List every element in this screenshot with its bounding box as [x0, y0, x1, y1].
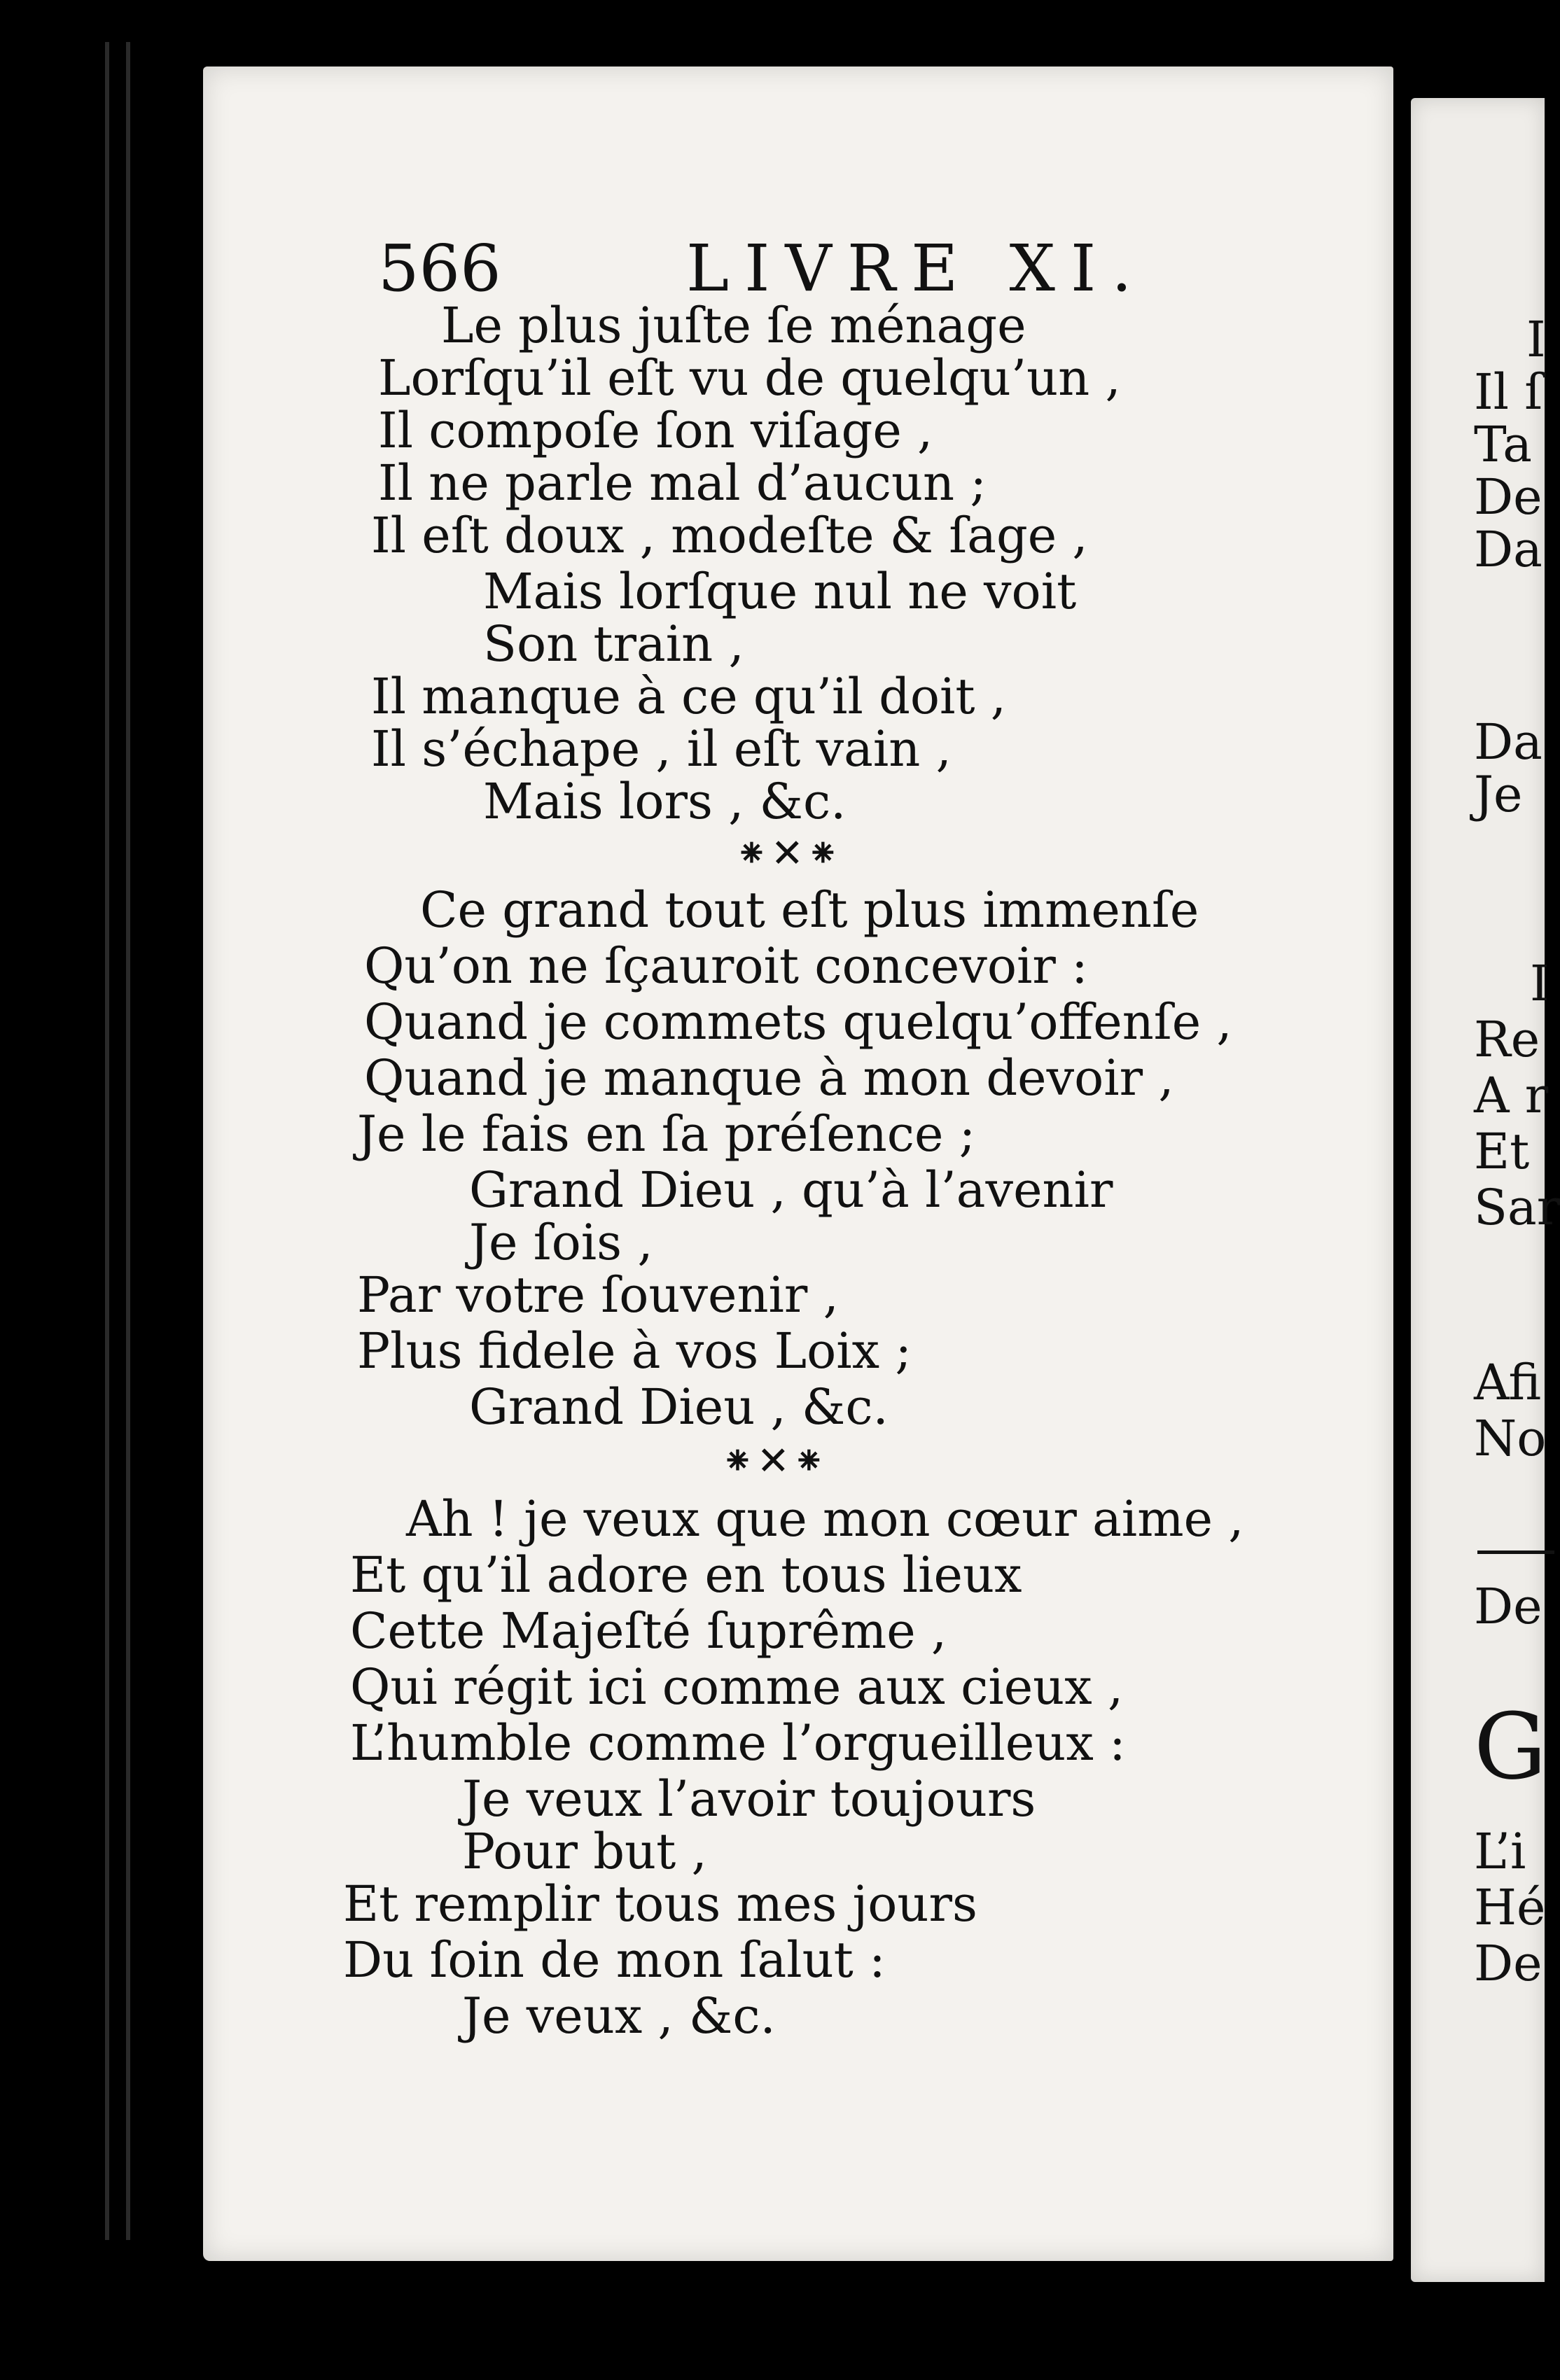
verse-line: Ah ! je veux que mon cœur aime , — [406, 1490, 1244, 1548]
right-page-text: A r — [1474, 1067, 1549, 1124]
verse-line: Je veux l’avoir toujours — [462, 1770, 1036, 1828]
right-page-text: De — [1474, 1578, 1542, 1635]
ornament: ⁕✕⁕ — [735, 831, 842, 876]
right-page-text: De — [1474, 1935, 1542, 1992]
page-number: 566 — [378, 231, 501, 306]
verse-line: Le plus juſte ſe ménage — [441, 297, 1026, 354]
right-page-text: I — [1526, 311, 1546, 368]
verse-line: Qu’on ne ſçauroit concevoir : — [364, 937, 1088, 995]
verse-line: Il s’échape , il eſt vain , — [371, 720, 952, 778]
verse-line: Quand je manque à mon devoir , — [364, 1049, 1174, 1107]
right-page-text: Je — [1474, 766, 1523, 823]
right-page-text: L’i — [1474, 1823, 1526, 1880]
left-page — [203, 66, 1393, 2261]
verse-line: Grand Dieu , qu’à l’avenir — [469, 1161, 1113, 1219]
verse-line: Je ſois , — [469, 1214, 653, 1271]
gutter-line — [105, 42, 109, 2240]
right-page-text: Da — [1474, 521, 1542, 578]
right-page-text: I — [1530, 955, 1549, 1012]
ornament: ⁕✕⁕ — [721, 1438, 828, 1484]
verse-line: Je le fais en ſa préſence ; — [357, 1105, 976, 1163]
right-page-text: Da — [1474, 713, 1542, 771]
verse-line: L’humble comme l’orgueilleux : — [350, 1714, 1126, 1772]
right-page-text: Il ſ — [1474, 363, 1543, 421]
verse-line: Qui régit ici comme aux cieux , — [350, 1658, 1124, 1716]
verse-line: Grand Dieu , &c. — [469, 1378, 889, 1436]
verse-line: Cette Majeſté ſuprême , — [350, 1602, 947, 1660]
right-page-fragment — [1411, 98, 1560, 2282]
verse-line: Il eſt doux , modeſte & ſage , — [371, 507, 1088, 564]
gutter-line — [126, 42, 130, 2240]
right-page-text: De — [1474, 468, 1542, 526]
verse-line: Son train , — [483, 615, 744, 673]
verse-line: Mais lorſque nul ne voit — [483, 563, 1077, 620]
right-page-text: Et — [1474, 1123, 1530, 1180]
verse-line: Plus fidele à vos Loix ; — [357, 1322, 912, 1380]
right-page-text: Sar — [1474, 1179, 1560, 1236]
right-page-rule — [1477, 1550, 1554, 1554]
verse-line: Quand je commets quelqu’offenſe , — [364, 993, 1232, 1051]
verse-line: Et remplir tous mes jours — [343, 1875, 977, 1933]
right-page-text: Hé — [1474, 1879, 1546, 1936]
right-page-drop-cap: G — [1474, 1693, 1547, 1800]
verse-line: Et qu’il adore en tous lieux — [350, 1546, 1022, 1604]
verse-line: Du ſoin de mon ſalut : — [343, 1931, 886, 1989]
verse-line: Mais lors , &c. — [483, 773, 847, 830]
verse-line: Pour but , — [462, 1823, 707, 1880]
verse-line: Il ne parle mal d’aucun ; — [378, 454, 987, 512]
verse-line: Il manque à ce qu’il doit , — [371, 668, 1007, 725]
verse-line: Lorſqu’il eſt vu de quelqu’un , — [378, 349, 1121, 407]
right-page-text: Afi — [1474, 1354, 1542, 1411]
verse-line: Ce grand tout eſt plus immenſe — [420, 881, 1199, 939]
right-page-text: No — [1474, 1410, 1547, 1467]
verse-line: Il compoſe ſon viſage , — [378, 402, 933, 459]
right-page-text: Ta — [1474, 416, 1532, 473]
verse-line: Je veux , &c. — [462, 1987, 776, 2045]
right-page-text: Re — [1474, 1011, 1540, 1068]
running-title: LIVRE XI. — [686, 231, 1148, 306]
verse-line: Par votre ſouvenir , — [357, 1266, 839, 1324]
